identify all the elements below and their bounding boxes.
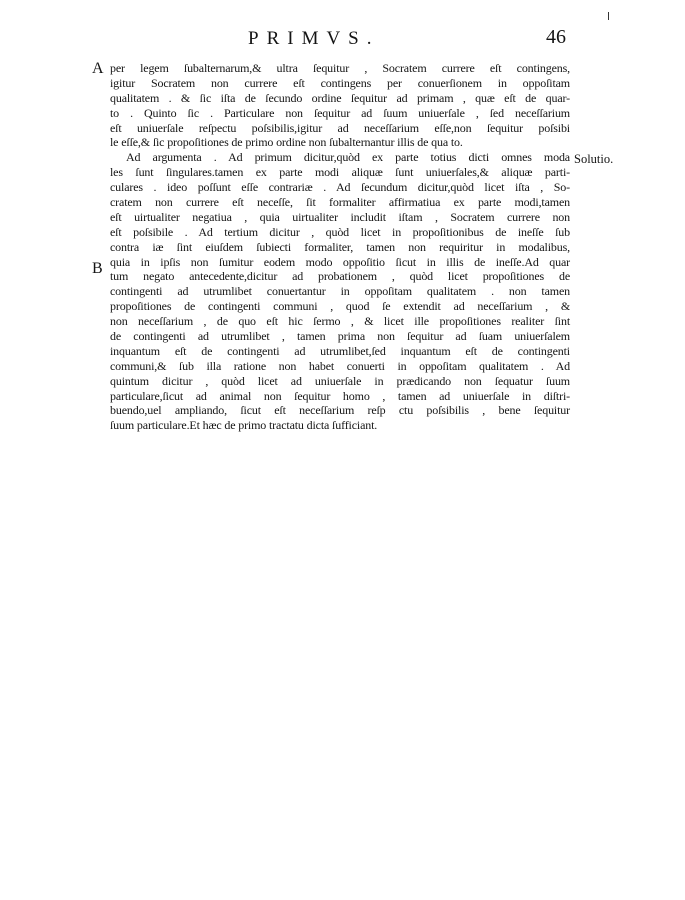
text-line: Ad argumenta . Ad primum dicitur,quòd ex parte totius dicti omnes moda: [126, 150, 570, 165]
margin-marker-a: A: [92, 60, 104, 77]
text-line: to . Quinto ſic . Particulare non ſequitur ad ſuum uniuerſale , ſed neceſſarium: [110, 105, 570, 120]
text-line: culares . ideo poſſunt eſſe contrariæ . Ad ſecundum dicitur,quòd licet iſta , So-: [110, 180, 570, 195]
text-line: inquantum eſt de contingenti ad utrumlibet,ſed inquantum eſt de contingenti: [110, 343, 570, 358]
text-line: non neceſſarium , de quo eſt hic ſermo , & licet ille propoſitiones realiter ſint: [110, 314, 570, 329]
text-line: les ſunt ſingulares.tamen ex parte modi aliquæ ſunt uniuerſales,& aliquæ parti-: [110, 165, 570, 180]
text-line: le eſſe,& ſic propoſitiones de primo ordine non ſubalternantur illis de qua to.: [110, 135, 463, 150]
text-line: particulare,ſicut ad animal non ſequitur homo , tamen ad uniuerſale in diſtri-: [110, 388, 570, 403]
text-line: tum negato antecedente,dicitur ad probationem , quòd licet propoſitiones de: [110, 269, 570, 284]
page-number: 46: [546, 26, 566, 48]
text-line: communi,& ſub illa ratione non habet conuerti in oppoſitam qualitatem . Ad: [110, 358, 570, 373]
text-line: qualitatem . & ſic iſta de ſecundo ordine ſequitur ad primam , quæ eſt de quar-: [110, 90, 570, 105]
text-line: contingenti ad utrumlibet conuertantur in oppoſitam qualitatem . non tamen: [110, 284, 570, 299]
text-line: cratem non currere eſt neceſſe, ſit formaliter affirmatiua ex parte modi,tamen: [110, 195, 570, 210]
page-header: [0, 24, 685, 52]
text-line: de contingenti ad utrumlibet , tamen prima non ſequitur ad ſuam uniuerſalem: [110, 329, 570, 344]
text-line: ſuum particulare.Et hæc de primo tractatu dicta ſufficiant.: [110, 418, 378, 433]
text-line: quia in ipſis non ſumitur eodem modo oppoſitio ſicut in illis de ineſſe.Ad quar: [110, 254, 570, 269]
text-line: quintum dicitur , quòd licet ad uniuerſale in prædicando non ſequatur ſuum: [110, 373, 570, 388]
text-line: buendo,uel ampliando, ſicut eſt neceſſarium reſp ctu poſsibilis , bene ſequitur: [110, 403, 570, 418]
running-title: PRIMVS.: [248, 28, 380, 49]
body-text: [110, 61, 570, 433]
text-line: eſt poſsibile . Ad tertium dicitur , quòd licet in propoſitionibus de ineſſe ſub: [110, 224, 570, 239]
text-line: per legem ſubalternarum,& ultra ſequitur , Socratem currere eſt contingens,: [110, 61, 570, 75]
text-line: igitur Socratem non currere eſt contingens per conuerſionem in oppoſitam: [110, 75, 570, 90]
marginal-note: Solutio.: [574, 152, 614, 166]
edge-mark: [608, 12, 609, 20]
text-line: eſt uniuerſale reſpectu poſsibilis,igitur ad neceſſarium eſſe,non ſequitur poſsibi: [110, 120, 570, 135]
text-line: propoſitiones de contingenti communi , quod ſe extendit ad neceſſarium , &: [110, 299, 570, 314]
text-line: eſt uirtualiter negatiua , quia uirtualiter includit iſtam , Socratem currere non: [110, 209, 570, 224]
text-line: contra iæ ſint eiuſdem ſubiecti formaliter, tamen non requiritur in modalibus,: [110, 239, 570, 254]
margin-marker-b: B: [92, 260, 103, 277]
